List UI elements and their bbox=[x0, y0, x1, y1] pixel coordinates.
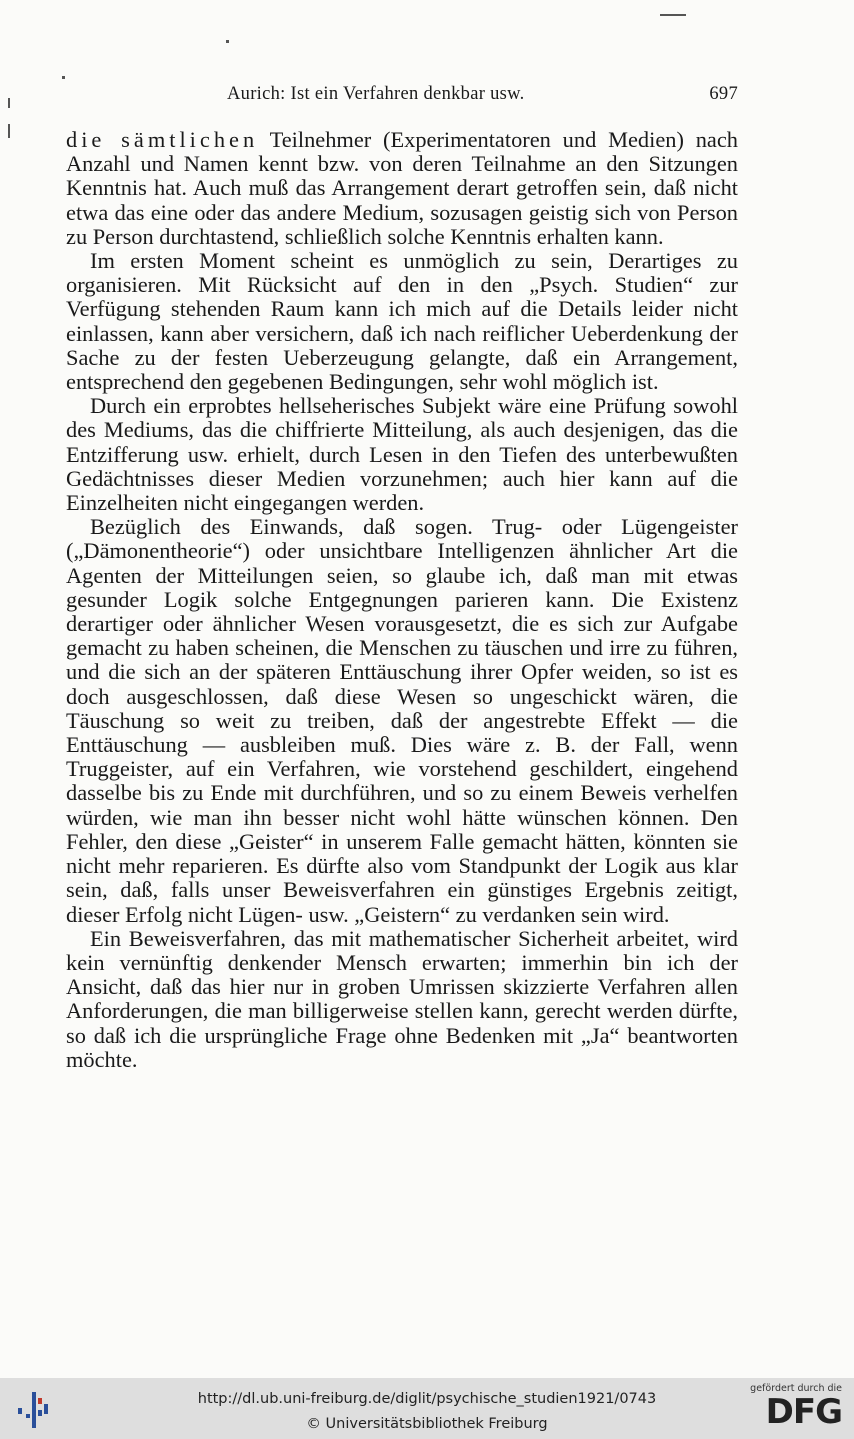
paragraph: Ein Beweisverfahren, das mit mathematischer Sicherheit arbeitet, wird kein vernünftig denkender Mensch erwarten; immerhin bin ich der Ansicht, daß das hier nur in groben Umrissen skizzierte Verfahren allen Anforderungen, die man billigerweise stellen kann, gerecht werden dürfte, so daß ich die ursprüngliche Frage ohne Bedenken mit „Ja“ beantworten möchte. bbox=[66, 925, 738, 1072]
copyright-notice: © Universitätsbibliothek Freiburg bbox=[306, 1416, 548, 1432]
scan-artifact-mark bbox=[226, 40, 229, 43]
scan-artifact-mark bbox=[8, 124, 10, 138]
page-number: 697 bbox=[709, 84, 738, 104]
scan-artifact-mark bbox=[660, 14, 686, 16]
running-title: Aurich: Ist ein Verfahren denkbar usw. bbox=[227, 84, 525, 104]
running-header bbox=[66, 84, 738, 110]
paragraph-text: Teilnehmer (Experimentatoren und Medien) nach Anzahl und Namen kennt bzw. von deren Teilnahme an den Sitzungen Kenntnis hat. Auch muß das Arrangement derart getroffen sein, daß nicht etwa das eine oder das andere Medium, sozusagen geistig sich von Person zu Person durchtastend, schließlich solche Kenntnis erhalten kann. bbox=[66, 127, 739, 249]
scan-artifact-mark bbox=[8, 98, 10, 108]
paragraph bbox=[66, 128, 738, 249]
body-text bbox=[66, 128, 738, 1072]
funding-note: gefördert durch die bbox=[750, 1383, 842, 1394]
document-url-link[interactable]: http://dl.ub.uni-freiburg.de/diglit/psychische_studien1921/0743 bbox=[197, 1391, 657, 1407]
viewer-footer bbox=[0, 1378, 854, 1439]
paragraph: Im ersten Moment scheint es unmöglich zu sein, Derartiges zu organisieren. Mit Rücksicht auf den in den „Psych. Studien“ zur Verfügung stehenden Raum kann ich mich auf die Details leider nicht einlassen, kann aber versichern, daß ich nach reiflicher Ueberdenkung der Sache zu der festen Ueberzeugung gelangte, daß ein Arrangement, entsprechend den gegebenen Bedingungen, sehr wohl möglich ist. bbox=[66, 248, 738, 395]
scan-artifact-mark bbox=[62, 76, 65, 79]
paragraph: Bezüglich des Einwands, daß sogen. Trug- oder Lügengeister („Dämonentheorie“) oder unsichtbare Intelligenzen ähnlicher Art die Agenten der Mitteilungen seien, so glaube ich, daß man mit etwas gesunder Logik solche Entgegnungen parieren kann. Die Existenz derartiger oder ähnlicher Wesen vorausgesetzt, die es sich zur Aufgabe gemacht zu haben scheinen, die Menschen zu täuschen und irre zu führen, und die sich an der späteren Enttäuschung ihrer Opfer weiden, so ist es doch ausgeschlossen, daß diese Wesen so ungeschickt wären, die Täuschung so weit zu treiben, daß der angestrebte Effekt — die Enttäuschung — ausbleiben muß. Dies wäre z. B. der Fall, wenn Truggeister, auf ein Verfahren, wie vorstehend geschildert, eingehend dasselbe bis zu Ende mit durchführen, und so zu einem Beweis verhelfen würden, wie man ihn besser nicht wohl hätte wünschen können. Den Fehler, den diese „Geister“ in unserem Falle gemacht hätten, könnten sie nicht mehr reparieren. Es dürfte also vom Standpunkt der Logik aus klar sein, daß, falls unser Beweisverfahren ein günstiges Ergebnis zeitigt, dieser Erfolg nicht Lügen- usw. „Geistern“ zu verdanken sein wird. bbox=[66, 514, 738, 927]
dfg-logo: DFG bbox=[765, 1392, 842, 1432]
spaced-lead-text: die sämtlichen bbox=[66, 127, 259, 152]
paragraph: Durch ein erprobtes hellseherisches Subjekt wäre eine Prüfung sowohl des Mediums, das die chiffrierte Mitteilung, als auch desjenigen, das die Entzifferung usw. erhielt, durch Lesen in den Tiefen des unterbewußten Gedächtnisses dieser Medien vorzunehmen; auch hier kann auf die Einzelheiten nicht eingegangen werden. bbox=[66, 393, 738, 516]
